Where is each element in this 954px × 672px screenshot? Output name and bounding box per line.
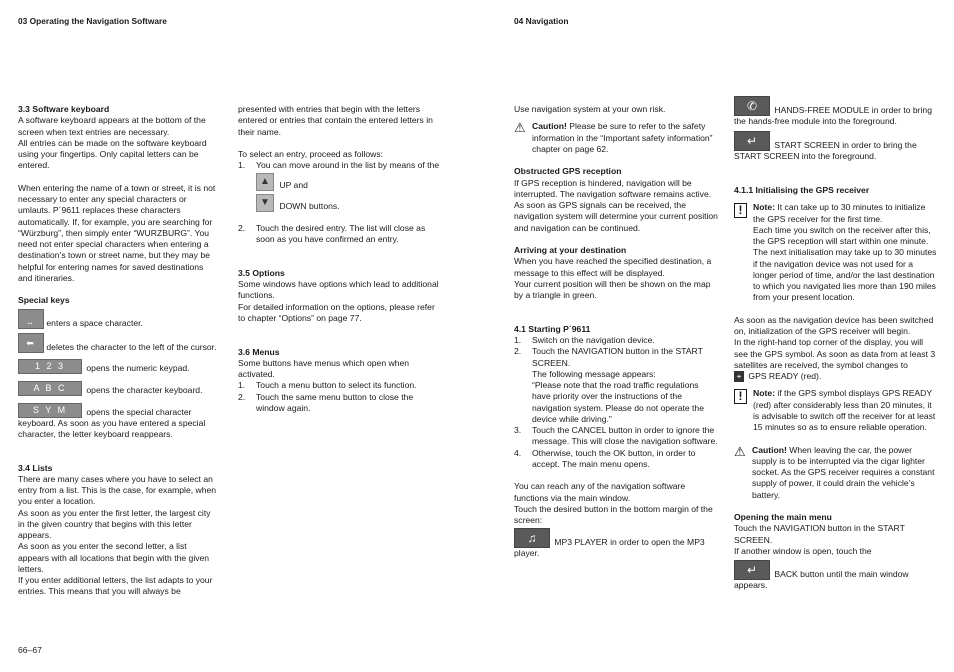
caution-label: Caution! (752, 444, 787, 455)
page-numbers: 66–67 (18, 645, 42, 655)
warning-triangle-icon: ⚠ (734, 443, 746, 459)
paragraph: Touch the desired button in the bottom margin of the screen: (514, 503, 713, 525)
note-text: The next initialisation may take up to 30 minutes if the navigation device was not used for a longer period of time, and/or the last destination to which you navigated lies more than 190 miles from your present location. (753, 247, 937, 303)
section-3-3-title: 3.3 Software keyboard (18, 104, 110, 114)
section-3-6-title: 3.6 Menus (238, 346, 280, 357)
caution-text-wrap (752, 445, 938, 501)
caution-block (734, 445, 938, 501)
paragraph: If another window is open, touch the (734, 545, 872, 556)
note-text: if the GPS symbol displays GPS READY (red) after considerably less than 20 minutes, it is advisable to switch off the receiver for at least 15 minutes so as to ensure reliable operation. (753, 388, 936, 432)
start-row (734, 131, 938, 162)
down-arrow-icon: ▼ (256, 194, 274, 212)
list-item (238, 223, 440, 246)
numeric-key: 1 2 3 (18, 359, 82, 374)
list-text: You can move around in the list by means of the (256, 160, 440, 171)
list-item (514, 335, 718, 346)
header-left: 03 Operating the Navigation Software (18, 16, 167, 26)
return-arrow-icon: ↵ (734, 560, 770, 580)
list-item (514, 346, 718, 425)
caution-block (514, 121, 718, 155)
section-4-1-title: 4.1 Starting P´9611 (514, 323, 591, 334)
paragraph: You can reach any of the navigation software functions via the main window. (514, 481, 686, 503)
list-text: Switch on the navigation device. (532, 335, 655, 345)
caution-text: Please be sure to refer to the safety information in the “Important safety information” chapter on page 62. (532, 121, 713, 154)
list-text: Touch the same menu button to close the window again. (256, 391, 414, 413)
paragraph: As soon as you enter the second letter, a list appears with all locations that begin with the given letters. (18, 541, 210, 574)
note-text-wrap (753, 388, 938, 433)
mp3-text: MP3 PLAYER in order to open the MP3 player. (514, 537, 705, 559)
paragraph: presented with entries that begin with the letters entered or entries that contain the entered letters in their name. (238, 104, 433, 137)
caution-label: Caution! (532, 121, 567, 132)
paragraph: When entering the name of a town or street, it is not necessary to enter any special characters or umlauts. P´9611 replaces these characters automatically. If, for example, you are searching for “Würzburg”, then simply enter “WURZBURG”. You need not enter special characters when entering a destination’s town or street name, but they may be helpful for entering names for saved destinations and itineraries. (18, 182, 216, 283)
paragraph: When you have reached the specified destination, a message to this effect will be displayed. (514, 256, 712, 278)
key-abc-text: opens the character keyboard. (86, 384, 203, 395)
step-text: Touch the NAVIGATION button in the START SCREEN. (532, 346, 703, 368)
paragraph: Some windows have options which lead to additional functions. (238, 279, 439, 301)
telephone-handset-icon: ✆ (734, 96, 770, 116)
list-item (238, 392, 440, 415)
note-label: Note: (753, 388, 775, 399)
note-block (734, 202, 938, 303)
list-text: Otherwise, touch the OK button, in order to accept. The main menu opens. (532, 447, 696, 469)
down-row (238, 194, 440, 212)
opening-main-menu-title: Opening the main menu (734, 512, 832, 522)
list-item (238, 160, 440, 171)
return-arrow-icon: ↵ (734, 131, 770, 151)
paragraph: A software keyboard appears at the bottom of the screen when text entries are necessary. (18, 115, 206, 137)
paragraph: All entries can be made on the software keyboard using your fingertips. Only capital letters can be entered. (18, 137, 207, 171)
key-123-row (18, 359, 218, 374)
character-key: A B C (18, 381, 82, 396)
list-text: Touch the CANCEL button in order to ignore the message. This will close the navigation software. (532, 425, 718, 447)
message-quote: “Please note that the road traffic regulations have priority over the instructions of the navigation system. Please do not operate the device while driving.” (532, 380, 704, 424)
section-3-5-title: 3.5 Options (238, 267, 285, 278)
list-number: 4. (514, 447, 522, 458)
obstructed-title: Obstructed GPS reception (514, 166, 622, 177)
down-text: DOWN buttons. (279, 200, 340, 211)
section-3-4-title: 3.4 Lists (18, 462, 53, 473)
key-123-text: opens the numeric keypad. (86, 362, 190, 373)
list-text: Touch a menu button to select its function. (256, 380, 417, 391)
note-text: Each time you switch on the receiver after this, the GPS reception will start within one minute. (753, 224, 931, 246)
note-text-wrap (753, 202, 938, 303)
arriving-title: Arriving at your destination (514, 245, 627, 255)
list-text: Touch the desired entry. The list will close as soon as you have confirmed an entry. (256, 222, 426, 244)
paragraph: Touch the NAVIGATION button in the START SCREEN. (734, 523, 905, 545)
list-number: 3. (514, 425, 522, 435)
symbol-key: S Y M (18, 403, 82, 418)
space-key-row (18, 309, 218, 329)
music-note-icon: ♫ (514, 528, 550, 548)
paragraph: If you enter additional letters, the list adapts to your entries. This means that you will always be (18, 575, 213, 597)
gps-ready-row (734, 371, 938, 382)
section-4-1-1-title: 4.1.1 Initialising the GPS receiver (734, 185, 870, 195)
note-text: It can take up to 30 minutes to initialize the GPS receiver for the first time. (753, 202, 926, 224)
paragraph: As soon as you enter the first letter, the largest city in the given country that begins with this letter appears. (18, 507, 211, 540)
warning-triangle-icon: ⚠ (514, 120, 526, 136)
note-block (734, 388, 938, 433)
column-1 (18, 104, 218, 598)
caution-text-wrap (532, 121, 718, 155)
space-key-text: enters a space character. (46, 317, 143, 328)
caution-text: When leaving the car, the power supply is to be interrupted via the cigar lighter socket. As the GPS receiver requires a constant supply of power, it could drain the vehicle’s battery. (752, 444, 935, 500)
column-2 (238, 104, 440, 414)
paragraph: Your current position will then be shown on the map by a triangle in green. (514, 278, 711, 300)
backspace-arrow-icon: ⬅ (18, 333, 44, 353)
column-4 (734, 96, 938, 591)
handsfree-text: HANDS-FREE MODULE in order to bring the hands-free module into the foreground. (734, 104, 932, 126)
key-sym-text: opens the special character keyboard. As soon as you have entered a special character, the letter keyboard reappears. (18, 406, 206, 439)
key-abc-row (18, 381, 218, 396)
key-sym-row (18, 403, 218, 441)
back-text: BACK button until the main window appears. (734, 568, 909, 590)
list-item (514, 448, 718, 471)
paragraph: In the right-hand top corner of the display, you will see the GPS symbol. As soon as data from at least 3 satellites are received, the symbol changes to (734, 337, 936, 370)
up-text: UP and (279, 179, 308, 190)
paragraph: For detailed information on the options, please refer to chapter “Options” on page 77. (238, 301, 435, 323)
gps-ready-text: GPS READY (red). (748, 371, 822, 381)
list-number: 1. (238, 160, 246, 171)
paragraph: Some buttons have menus which open when activated. (238, 357, 410, 379)
message-intro: The following message appears: (532, 368, 656, 379)
list-number: 1. (238, 380, 246, 391)
paragraph: Use navigation system at your own risk. (514, 104, 666, 114)
list-number: 1. (514, 335, 522, 345)
paragraph: As soon as the navigation device has been switched on, initialization of the GPS receiver will begin. (734, 314, 934, 336)
handsfree-row (734, 96, 938, 127)
list-number: 2. (238, 222, 246, 233)
list-item (238, 380, 440, 391)
back-row (734, 560, 938, 591)
back-key-text: deletes the character to the left of the cursor. (46, 341, 217, 352)
space-bar-icon: ⎵ (18, 309, 44, 329)
up-row (238, 173, 440, 191)
header-right: 04 Navigation (514, 16, 569, 26)
start-text: START SCREEN in order to bring the START SCREEN into the foreground. (734, 140, 917, 162)
column-3 (514, 104, 718, 560)
paragraph: There are many cases where you have to select an entry from a list. This is the case, for example, when you enter a location. (18, 473, 217, 507)
mp3-row (514, 528, 718, 559)
back-key-row (18, 333, 218, 353)
list-number: 2. (238, 391, 246, 402)
exclamation-box-icon: ! (734, 203, 747, 218)
satellite-icon: ⌖ (734, 371, 744, 382)
list-text (532, 346, 718, 425)
list-item (514, 425, 718, 448)
note-label: Note: (753, 202, 775, 213)
exclamation-box-icon: ! (734, 389, 747, 404)
up-arrow-icon: ▲ (256, 173, 274, 191)
list-number: 2. (514, 346, 522, 357)
paragraph: To select an entry, proceed as follows: (238, 149, 384, 159)
special-keys-title: Special keys (18, 295, 70, 306)
paragraph: If GPS reception is hindered, navigation will be interrupted. The navigation software remains active. As soon as GPS signals can be received, the navigation system will determine your current position and navigation can be continued. (514, 177, 718, 233)
